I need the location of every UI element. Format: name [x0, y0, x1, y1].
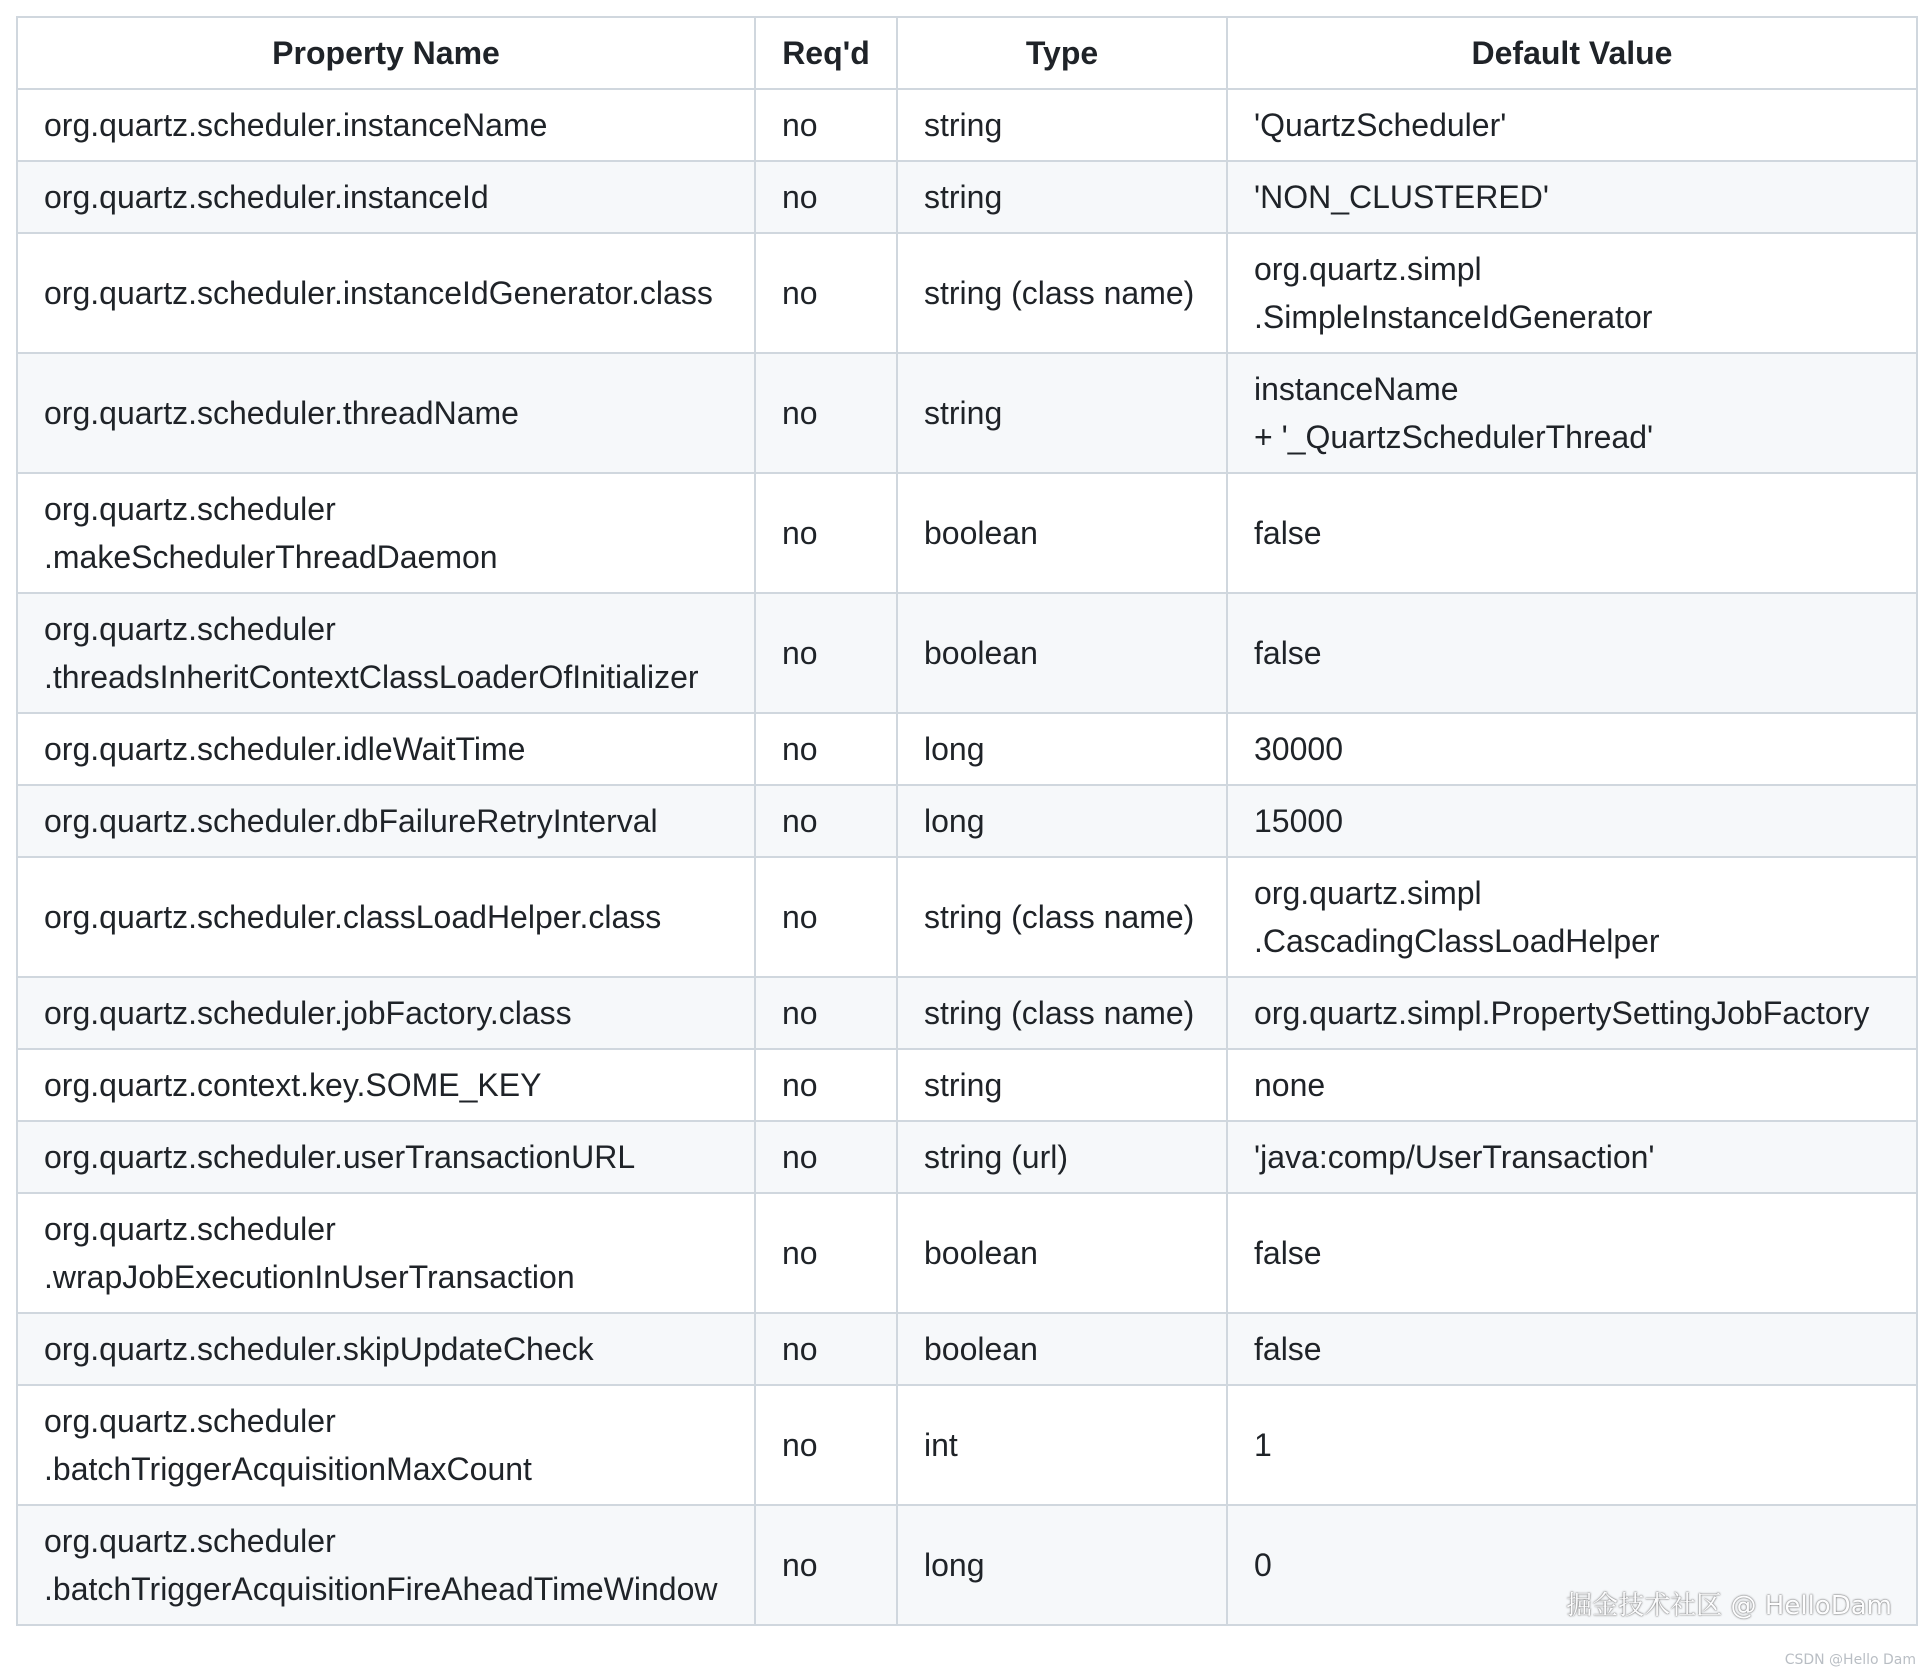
table-body [17, 89, 1917, 1625]
property-name-cell [17, 1313, 755, 1385]
table-row [17, 1313, 1917, 1385]
property-name-cell-line: org.quartz.scheduler.idleWaitTime [44, 731, 526, 767]
required-cell: no [755, 1121, 897, 1193]
default-value-cell-line: org.quartz.simpl [1254, 875, 1482, 911]
default-value-cell-line: org.quartz.simpl [1254, 251, 1482, 287]
required-cell: no [755, 857, 897, 977]
default-value-cell-line: false [1254, 515, 1322, 551]
type-cell: boolean [897, 1193, 1227, 1313]
type-cell: int [897, 1385, 1227, 1505]
header-type: Type [897, 17, 1227, 89]
default-value-cell [1227, 1193, 1917, 1313]
property-name-cell [17, 1121, 755, 1193]
required-cell: no [755, 1049, 897, 1121]
default-value-cell-line: 'QuartzScheduler' [1254, 107, 1507, 143]
property-name-cell-line: .threadsInheritContextClassLoaderOfInitializer [44, 659, 699, 695]
required-cell: no [755, 593, 897, 713]
juejin-watermark: 掘金技术社区 @ HelloDam [1566, 1591, 1892, 1621]
type-cell: string (class name) [897, 233, 1227, 353]
table-header [17, 17, 1917, 89]
property-name-cell-line: org.quartz.scheduler.instanceName [44, 107, 548, 143]
default-value-cell [1227, 1049, 1917, 1121]
default-value-cell-line: 1 [1254, 1427, 1272, 1463]
default-value-cell-line: 30000 [1254, 731, 1343, 767]
property-name-cell-line: .batchTriggerAcquisitionMaxCount [44, 1451, 532, 1487]
property-name-cell [17, 1049, 755, 1121]
property-name-cell-line: org.quartz.scheduler [44, 611, 336, 647]
property-name-cell-line: org.quartz.scheduler [44, 1211, 336, 1247]
default-value-cell-line: false [1254, 1235, 1322, 1271]
default-value-cell [1227, 89, 1917, 161]
table-row [17, 1121, 1917, 1193]
required-cell: no [755, 353, 897, 473]
default-value-cell [1227, 1385, 1917, 1505]
required-cell: no [755, 1193, 897, 1313]
property-name-cell [17, 233, 755, 353]
table-row [17, 785, 1917, 857]
default-value-cell-line: false [1254, 635, 1322, 671]
property-name-cell [17, 713, 755, 785]
required-cell: no [755, 1505, 897, 1625]
property-name-cell-line: org.quartz.scheduler.threadName [44, 395, 519, 431]
type-cell: string (class name) [897, 977, 1227, 1049]
header-row [17, 17, 1917, 89]
default-value-cell [1227, 713, 1917, 785]
property-name-cell [17, 89, 755, 161]
table-row [17, 353, 1917, 473]
default-value-cell [1227, 977, 1917, 1049]
table-row [17, 161, 1917, 233]
property-name-cell [17, 353, 755, 473]
table-row [17, 593, 1917, 713]
default-value-cell-line: 'java:comp/UserTransaction' [1254, 1139, 1655, 1175]
type-cell: boolean [897, 473, 1227, 593]
type-cell: string [897, 1049, 1227, 1121]
table-row [17, 1385, 1917, 1505]
default-value-cell [1227, 473, 1917, 593]
type-cell: string [897, 353, 1227, 473]
required-cell: no [755, 161, 897, 233]
default-value-cell-line: .CascadingClassLoadHelper [1254, 923, 1660, 959]
required-cell: no [755, 713, 897, 785]
default-value-cell-line: instanceName [1254, 371, 1459, 407]
type-cell: string (class name) [897, 857, 1227, 977]
property-name-cell [17, 1193, 755, 1313]
table-row [17, 233, 1917, 353]
property-name-cell [17, 473, 755, 593]
default-value-cell-line: org.quartz.simpl.PropertySettingJobFactory [1254, 995, 1870, 1031]
required-cell: no [755, 89, 897, 161]
required-cell: no [755, 977, 897, 1049]
default-value-cell-line: 15000 [1254, 803, 1343, 839]
type-cell: boolean [897, 593, 1227, 713]
default-value-cell-line: + '_QuartzSchedulerThread' [1254, 419, 1654, 455]
property-name-cell [17, 785, 755, 857]
type-cell: string [897, 161, 1227, 233]
header-default-value: Default Value [1227, 17, 1917, 89]
required-cell: no [755, 785, 897, 857]
required-cell: no [755, 233, 897, 353]
default-value-cell-line: 0 [1254, 1547, 1272, 1583]
properties-table [16, 16, 1918, 1626]
property-name-cell [17, 977, 755, 1049]
property-name-cell-line: org.quartz.scheduler [44, 1523, 336, 1559]
type-cell: string (url) [897, 1121, 1227, 1193]
required-cell: no [755, 473, 897, 593]
property-name-cell-line: org.quartz.scheduler.classLoadHelper.class [44, 899, 662, 935]
csdn-watermark: CSDN @Hello Dam [1784, 1652, 1916, 1668]
property-name-cell-line: org.quartz.scheduler.skipUpdateCheck [44, 1331, 594, 1367]
property-name-cell-line: org.quartz.context.key.SOME_KEY [44, 1067, 542, 1103]
default-value-cell [1227, 1313, 1917, 1385]
type-cell: long [897, 785, 1227, 857]
default-value-cell [1227, 1121, 1917, 1193]
table-row [17, 977, 1917, 1049]
property-name-cell-line: .batchTriggerAcquisitionFireAheadTimeWindow [44, 1571, 718, 1607]
default-value-cell-line: 'NON_CLUSTERED' [1254, 179, 1549, 215]
property-name-cell-line: org.quartz.scheduler.userTransactionURL [44, 1139, 636, 1175]
default-value-cell [1227, 353, 1917, 473]
default-value-cell-line: false [1254, 1331, 1322, 1367]
table-row [17, 89, 1917, 161]
table-row [17, 713, 1917, 785]
properties-table-container [16, 16, 1916, 1626]
default-value-cell [1227, 857, 1917, 977]
header-required: Req'd [755, 17, 897, 89]
default-value-cell-line: .SimpleInstanceIdGenerator [1254, 299, 1653, 335]
default-value-cell-line: none [1254, 1067, 1326, 1103]
property-name-cell [17, 1505, 755, 1625]
property-name-cell-line: org.quartz.scheduler [44, 1403, 336, 1439]
default-value-cell [1227, 785, 1917, 857]
property-name-cell [17, 857, 755, 977]
default-value-cell [1227, 233, 1917, 353]
table-row [17, 1193, 1917, 1313]
property-name-cell-line: org.quartz.scheduler [44, 491, 336, 527]
required-cell: no [755, 1313, 897, 1385]
type-cell: boolean [897, 1313, 1227, 1385]
type-cell: long [897, 1505, 1227, 1625]
property-name-cell [17, 161, 755, 233]
property-name-cell-line: org.quartz.scheduler.instanceIdGenerator.class [44, 275, 713, 311]
property-name-cell [17, 593, 755, 713]
property-name-cell-line: org.quartz.scheduler.instanceId [44, 179, 489, 215]
property-name-cell-line: org.quartz.scheduler.dbFailureRetryInterval [44, 803, 658, 839]
property-name-cell [17, 1385, 755, 1505]
property-name-cell-line: org.quartz.scheduler.jobFactory.class [44, 995, 572, 1031]
type-cell: long [897, 713, 1227, 785]
table-row [17, 857, 1917, 977]
table-row [17, 473, 1917, 593]
required-cell: no [755, 1385, 897, 1505]
default-value-cell [1227, 161, 1917, 233]
table-row [17, 1049, 1917, 1121]
header-property-name: Property Name [17, 17, 755, 89]
type-cell: string [897, 89, 1227, 161]
property-name-cell-line: .wrapJobExecutionInUserTransaction [44, 1259, 575, 1295]
default-value-cell [1227, 593, 1917, 713]
property-name-cell-line: .makeSchedulerThreadDaemon [44, 539, 498, 575]
